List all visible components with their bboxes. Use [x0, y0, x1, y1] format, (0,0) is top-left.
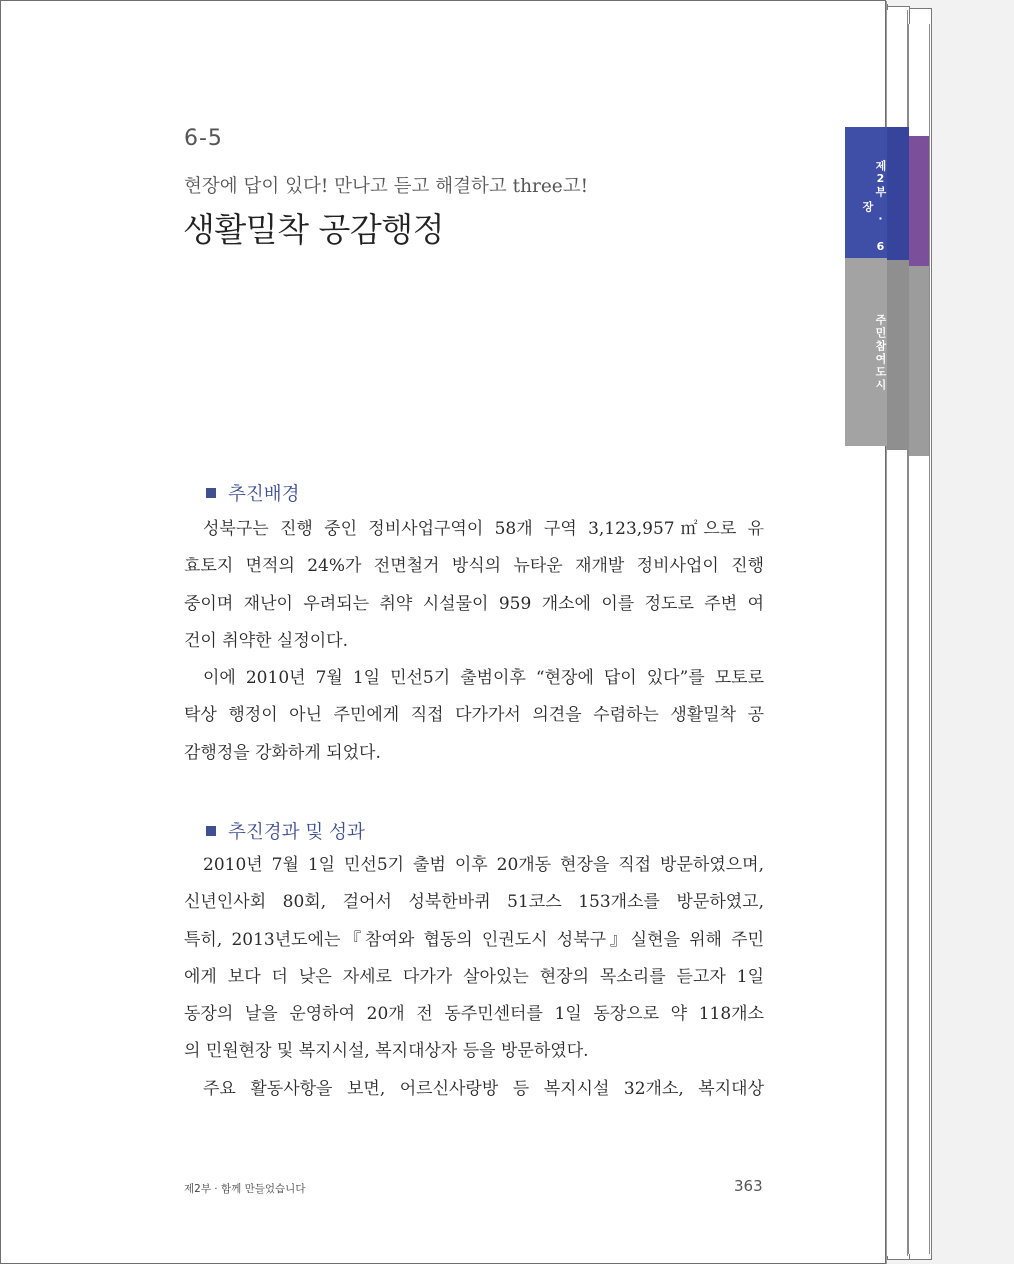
page-title: 생활밀착 공감행정 [183, 210, 445, 249]
section-number: 6-5 [184, 126, 223, 151]
text-line: 에게 보다 더 낮은 자세로 다가가 살아있는 현장의 목소리를 듣고자 1일 [184, 966, 764, 987]
paragraph-progress [184, 847, 764, 1108]
section-tab-edge [909, 266, 929, 456]
text-line: 신년인사회 80회, 걸어서 성북한바퀴 51코스 153개소를 방문하였고, [184, 892, 764, 913]
section-heading [206, 480, 299, 506]
section-heading-label: 추진배경 [228, 484, 300, 505]
paragraph-background [184, 511, 764, 772]
text-line: 효토지 면적의 24%가 전면철거 방식의 뉴타운 재개발 정비사업이 진행 [184, 556, 764, 577]
text-line: 성북구는 진행 중인 정비사업구역이 58개 구역 3,123,957㎡으로 유 [203, 519, 764, 539]
chapter-tab [845, 127, 887, 258]
section-tab-label: 주민참여도시 [874, 314, 887, 392]
section-tab [845, 258, 887, 446]
page-number: 363 [734, 1177, 763, 1195]
text-line: 중이며 재난이 우려되는 취약 시설물이 959 개소에 이를 정도로 주변 여 [184, 593, 764, 614]
text-line: 특히, 2013년도에는『참여와 협동의 인권도시 성북구』실현을 위해 주민 [184, 929, 764, 950]
chapter-tab-edge [887, 127, 909, 260]
chapter-tab-edge [909, 136, 929, 266]
chapter-tab-label: 제2부 · 6장 [861, 159, 887, 254]
text-line: 탁상 행정이 아닌 주민에게 직접 다가가서 의견을 수렴하는 생활밀착 공 [184, 705, 764, 726]
text-line: 동장의 날을 운영하여 20개 전 동주민센터를 1일 동장으로 약 118개소 [184, 1004, 764, 1025]
text-line: 의 민원현장 및 복지시설, 복지대상자 등을 방문하였다. [184, 1041, 589, 1062]
section-heading [206, 818, 365, 844]
footer-part-title: 제2부 · 함께 만들었습니다 [184, 1183, 306, 1195]
text-line: 건이 취약한 실정이다. [184, 630, 349, 651]
text-line: 2010년 7월 1일 민선5기 출범 이후 20개동 현장을 직접 방문하였으며, [203, 855, 764, 875]
square-bullet-icon [206, 488, 216, 498]
section-tab-edge [887, 260, 909, 450]
text-line: 감행정을 강화하게 되었다. [184, 742, 381, 763]
square-bullet-icon [206, 826, 216, 836]
text-line: 주요 활동사항을 보면, 어르신사랑방 등 복지시설 32개소, 복지대상 [203, 1078, 764, 1099]
section-heading-label: 추진경과 및 성과 [228, 822, 365, 843]
text-line: 이에 2010년 7월 1일 민선5기 출범이후 “현장에 답이 있다”를 모토로 [203, 668, 764, 689]
section-subtitle: 현장에 답이 있다! 만나고 듣고 해결하고 three고! [184, 176, 589, 197]
